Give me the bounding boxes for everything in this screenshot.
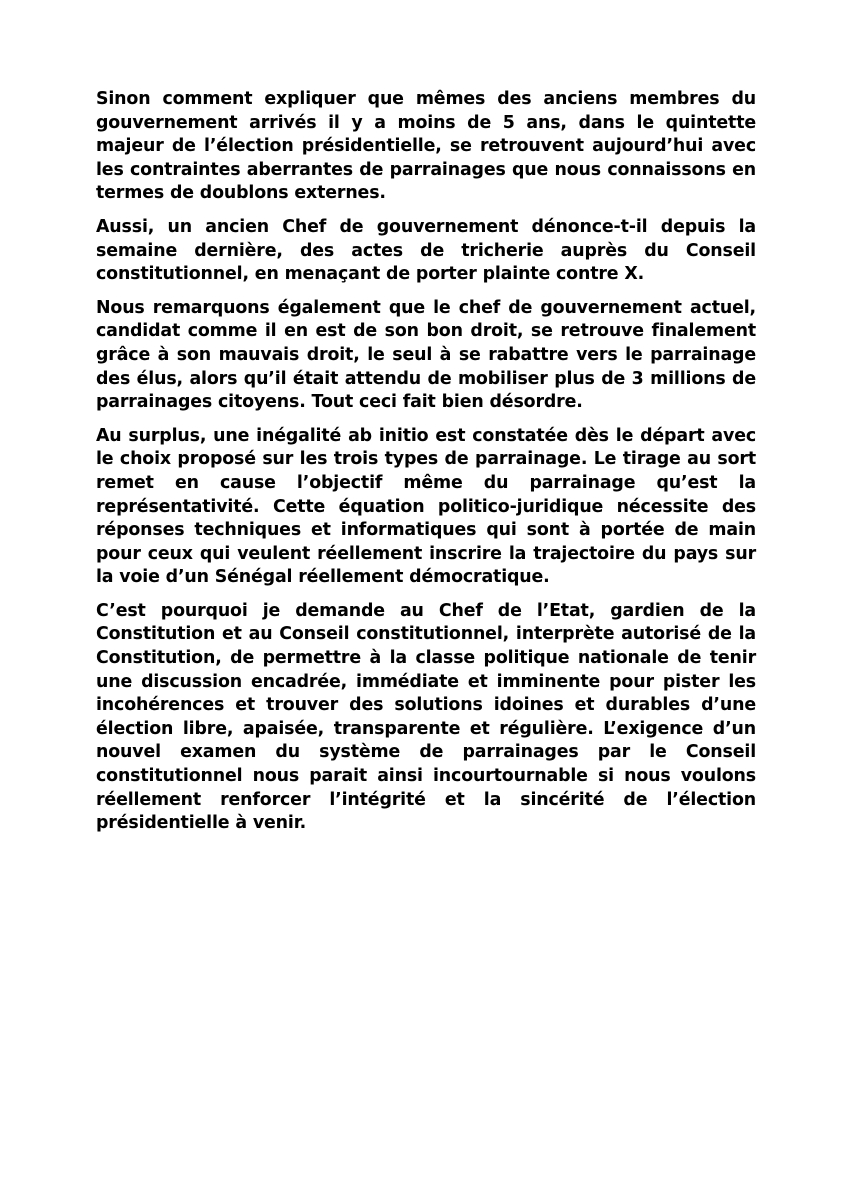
paragraph-3: Nous remarquons également que le chef de gouvernement actuel, candidat comme il en est de son bon droit, se retrouve finalement grâce à son mauvais droit, le seul à se rabattre vers le parrainage des élus, alors qu’il était attendu de mobiliser plus de 3 millions de parrainages citoyens. Tout ceci fait bien désordre.	[96, 297, 756, 413]
paragraph-5: C’est pourquoi je demande au Chef de l’Etat, gardien de la Constitution et au Conseil constitutionnel, interprète autorisé de la Constitution, de permettre à la classe politique nationale de tenir une discussion encadrée, immédiate et imminente pour pister les incohérences et trouver des solutions idoines et durables d’une élection libre, apaisée, transparente et régulière. L’exigence d’un nouvel examen du système de parrainages par le Conseil constitutionnel nous parait ainsi incourtournable si nous voulons réellement renforcer l’intégrité et la sincérité de l’élection présidentielle à venir.	[96, 600, 756, 834]
paragraph-2: Aussi, un ancien Chef de gouvernement dénonce-t-il depuis la semaine dernière, des actes de tricherie auprès du Conseil constitutionnel, en menaçant de porter plainte contre X.	[96, 216, 756, 285]
document-body	[96, 88, 756, 846]
paragraph-1: Sinon comment expliquer que mêmes des anciens membres du gouvernement arrivés il y a moins de 5 ans, dans le quintette majeur de l’élection présidentielle, se retrouvent aujourd’hui avec les contraintes aberrantes de parrainages que nous connaissons en termes de doublons externes.	[96, 89, 756, 204]
paragraph-4: Au surplus, une inégalité ab initio est constatée dès le départ avec le choix proposé sur les trois types de parrainage. Le tirage au sort remet en cause l’objectif même du parrainage qu’est la représentativité. Cette équation politico-juridique nécessite des réponses techniques et informatiques qui sont à portée de main pour ceux qui veulent réellement inscrire la trajectoire du pays sur la voie d’un Sénégal réellement démocratique.	[96, 425, 756, 588]
